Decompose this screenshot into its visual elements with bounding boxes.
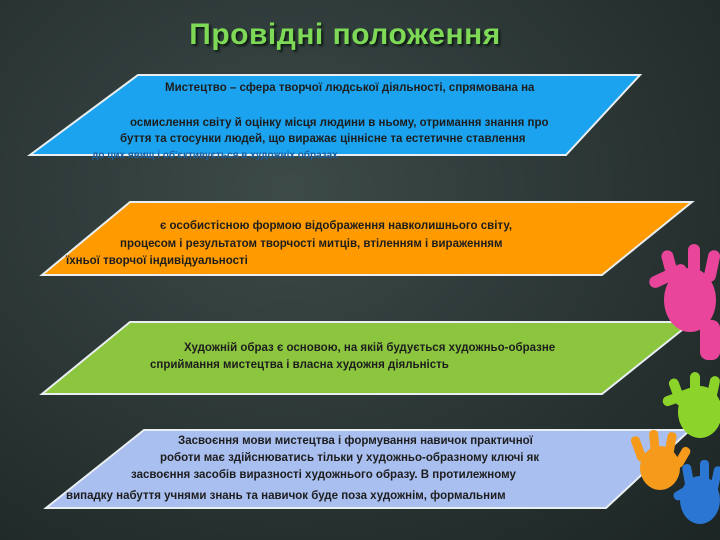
box1-line3: буття та стосунки людей, що виражає ціннісне та естетичне ставлення — [120, 133, 526, 145]
slide-title: Провідні положення — [189, 18, 501, 51]
box1-line2: осмислення світу й оцінку місця людини в ньому, отримання знання про — [130, 117, 549, 129]
green-hand-icon — [661, 372, 720, 438]
box4-line4: випадку набуття учнями знань та навичок буде поза художнім, формальним — [66, 490, 506, 502]
box1-line1: Мистецтво – сфера творчої людської діяльності, спрямована на — [165, 82, 535, 94]
pink-hand-icon — [647, 244, 720, 360]
box3-line2: сприймання мистецтва і власна художня діяльність — [150, 359, 449, 371]
box3-line1: Художній образ є основою, на якій будується художньо-образне — [184, 342, 556, 354]
box4-line2: роботи має здійснюватись тільки у художньо-образному ключі як — [160, 452, 540, 464]
box1-line4: до цих явищ і об'єктивується в художніх образах — [92, 150, 338, 161]
box2-line2: процесом і результатом творчості митців, втіленням і вираженням — [120, 238, 503, 250]
box4-line1: Засвоєння мови мистецтва і формування навичок практичної — [178, 435, 533, 447]
box4-line3: засвоєння засобів виразності художнього образу. В протилежному — [131, 469, 516, 481]
box2-line3: їхньої творчої індивідуальності — [66, 255, 248, 267]
box2-line1: є особистісною формою відображення навколишнього світу, — [160, 220, 513, 232]
orange-hand-icon — [630, 430, 692, 490]
